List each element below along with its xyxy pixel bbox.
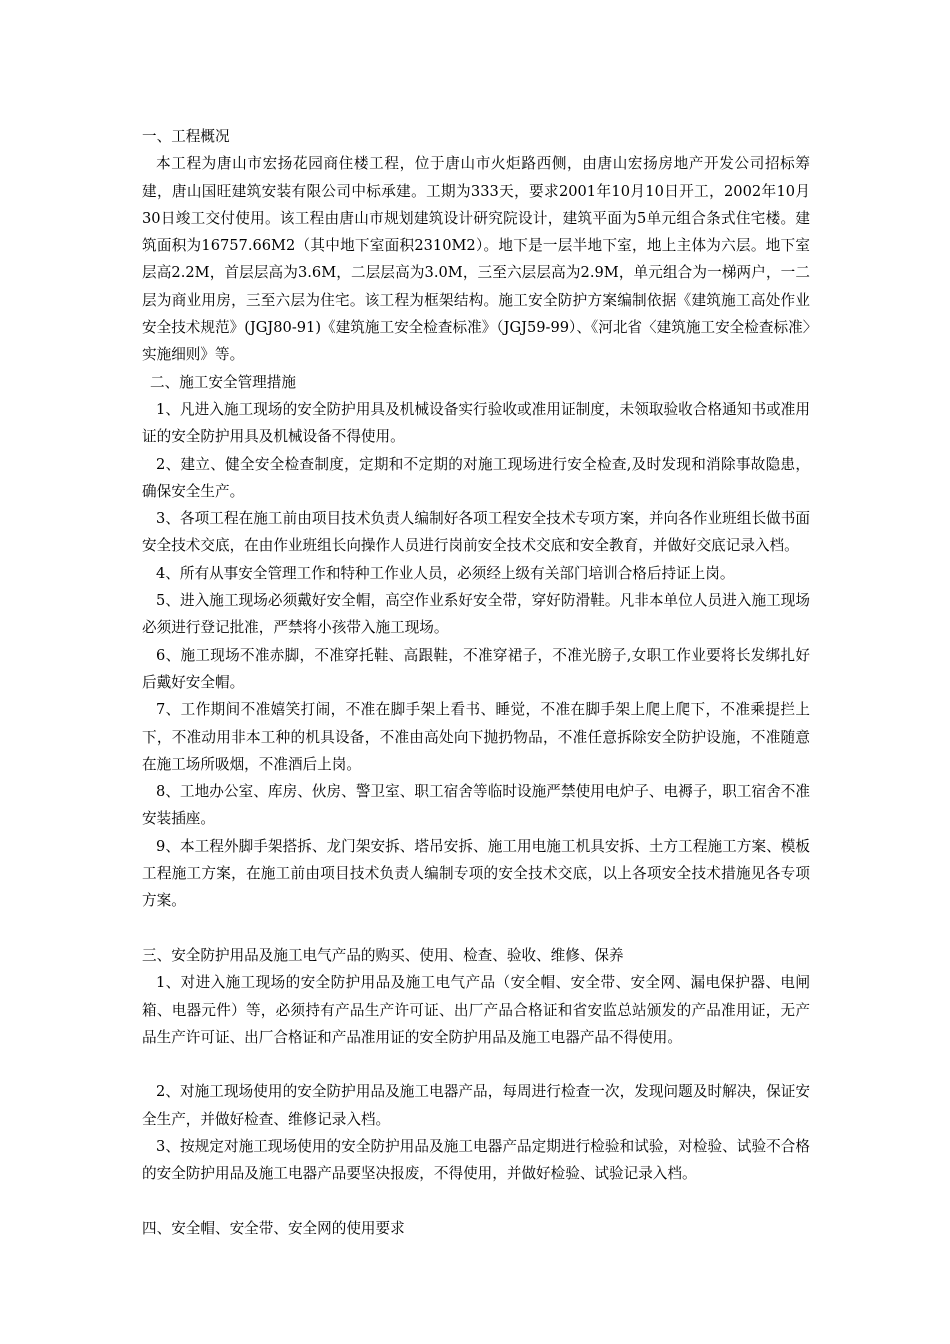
section-2-item-5: 5、进入施工现场必须戴好安全帽，高空作业系好安全带，穿好防滑鞋。凡非本单位人员进入施工现场必须进行登记批准，严禁将小孩带入施工现场。 <box>142 592 810 637</box>
blank-line <box>142 915 810 942</box>
section-3-item-1: 1、对进入施工现场的安全防护用品及施工电气产品（安全帽、安全带、安全网、漏电保护器、电闸箱、电器元件）等，必须持有产品生产许可证、出厂产品合格证和省安监总站颁发的产品准用证，无产品生产许可证、出厂合格证和产品准用证的安全防护用品及施工电器产品不得使用。 <box>142 974 810 1046</box>
section-3-heading: 三、安全防护用品及施工电气产品的购买、使用、检查、验收、维修、保养 <box>142 946 624 964</box>
section-2-item-1: 1、凡进入施工现场的安全防护用具及机械设备实行验收或准用证制度，未领取验收合格通知书或准用证的安全防护用具及机械设备不得使用。 <box>142 400 810 446</box>
section-2-item-6: 6、施工现场不准赤脚，不准穿托鞋、高跟鞋，不准穿裙子，不准光膀子,女职工作业要将长发绑扎好后戴好安全帽。 <box>142 646 810 691</box>
section-2-item-4: 4、所有从事安全管理工作和特种工作业人员，必须经上级有关部门培训合格后持证上岗。 <box>156 564 735 582</box>
blank-line <box>142 1188 810 1215</box>
section-4-heading: 四、安全帽、安全带、安全网的使用要求 <box>142 1219 405 1237</box>
section-2-heading: 二、施工安全管理措施 <box>150 373 296 391</box>
section-2-item-7: 7、工作期间不准嬉笑打闹，不准在脚手架上看书、睡觉，不准在脚手架上爬上爬下，不准乘提拦上下，不准动用非本工种的机具设备，不准由高处向下抛扔物品，不准任意拆除安全防护设施，不准随意在施工场所吸烟，不准酒后上岗。 <box>142 701 810 773</box>
document-page <box>142 123 810 1242</box>
section-2-item-9: 9、本工程外脚手架搭拆、龙门架安拆、塔吊安拆、施工用电施工机具安拆、土方工程施工方案、模板工程施工方案，在施工前由项目技术负责人编制专项的安全技术交底，以上各项安全技术措施见各专项方案。 <box>142 837 810 910</box>
section-2-item-8: 8、工地办公室、库房、伙房、警卫室、职工宿舍等临时设施严禁使用电炉子、电褥子，职工宿舍不准安装插座。 <box>142 783 810 828</box>
section-3-item-3: 3、按规定对施工现场使用的安全防护用品及施工电器产品定期进行检验和试验，对检验、试验不合格的安全防护用品及施工电器产品要坚决报废，不得使用，并做好检验、试验记录入档。 <box>142 1137 810 1183</box>
section-3-item-2: 2、对施工现场使用的安全防护用品及施工电器产品，每周进行检查一次，发现问题及时解决，保证安全生产，并做好检查、维修记录入档。 <box>142 1083 810 1128</box>
blank-line <box>142 1051 810 1078</box>
section-2-item-3: 3、各项工程在施工前由项目技术负责人编制好各项工程安全技术专项方案，并向各作业班组长做书面安全技术交底，在由作业班组长向操作人员进行岗前安全技术交底和安全教育，并做好交底记录入档。 <box>142 510 810 555</box>
section-1-body: 本工程为唐山市宏扬花园商住楼工程，位于唐山市火炬路西侧，由唐山宏扬房地产开发公司招标筹建，唐山国旺建筑安装有限公司中标承建。工期为333天，要求2001年10月10日开工，2002年10月30日竣工交付使用。该工程由唐山市规划建筑设计研究院设计，建筑平面为5单元组合条式住宅楼。建筑面积为16757.66M2（其中地下室面积2310M2）。地下是一层半地下室，地上主体为六层。地下室层高2.2M，首层层高为3.6M，二层层高为3.0M，三至六层层高为2.9M，单元组合为一梯两户，一二层为商业用房，三至六层为住宅。该工程为框架结构。施工安全防护方案编制依据《建筑施工高处作业安全技术规范》(JGJ80-91)《建筑施工安全检查标准》（JGJ59-99）、《河北省〈建筑施工安全检查标准〉实施细则》等。 <box>142 155 810 364</box>
section-1-heading: 一、工程概况 <box>142 128 230 145</box>
section-2-item-2: 2、建立、健全安全检查制度，定期和不定期的对施工现场进行安全检查,及时发现和消除事故隐患，确保安全生产。 <box>142 455 810 500</box>
